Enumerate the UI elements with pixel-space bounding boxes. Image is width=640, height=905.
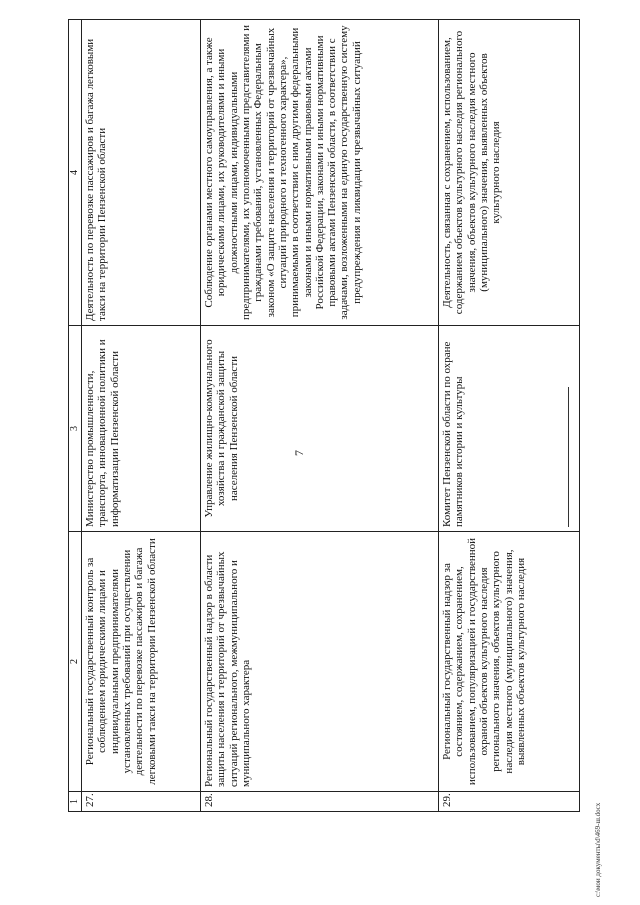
control-type-cell: Региональный государственный контроль за соблюдением юридическими лицами и индивидуальными предпринимателями установленных требований при осуществлении деятельности по перевозке пассажиров и багажа легковыми такси на территории Пензенской области xyxy=(82,532,201,792)
subject-cell: Деятельность, связанная с сохранением, использованием, содержанием объектов культурного наследия регионального значения, объектов культурного наследия местного (муниципального) значения, выявленных объектов культурного наследия xyxy=(439,20,580,326)
page-number: 7 xyxy=(292,450,306,456)
header-col-3: 3 xyxy=(69,326,82,532)
table-header-row xyxy=(69,20,82,812)
table-row xyxy=(439,20,580,812)
control-type-cell: Региональный государственный надзор в области защиты населения и территорий от чрезвычайных ситуаций регионального, межмуниципального и муниципального характера xyxy=(201,532,439,792)
table-row xyxy=(201,20,439,812)
header-col-4: 4 xyxy=(69,20,82,326)
authority-cell: Комитет Пензенской области по охране памятников истории и культуры xyxy=(439,326,580,532)
controls-table xyxy=(68,19,580,812)
subject-cell: Деятельность по перевозке пассажиров и багажа легковыми такси на территории Пензенской области xyxy=(82,20,201,326)
header-col-1: 1 xyxy=(69,792,82,812)
file-path-footer: c:\мои документы\d\469-ш.docx xyxy=(594,802,602,897)
row-number: 27. xyxy=(82,792,201,812)
table-row xyxy=(82,20,201,812)
authority-cell: Управление жилищно-коммунального хозяйства и гражданской защиты населения Пензенской области xyxy=(201,326,439,532)
authority-cell: Министерство промышленности, транспорта, инновационной политики и информатизации Пензенской области xyxy=(82,326,201,532)
subject-cell: Соблюдение органами местного самоуправления, а также юридическими лицами, их руководителями и иными должностными лицами, индивидуальными предпринимателями, их уполномоченными представителями и гражданами требований, установленных Федеральным законом «О защите населения и территорий от чрезвычайных ситуаций природного и техногенного характера», принимаемыми в соответствии с ним другими федеральными законами и иными нормативными правовыми актами Российской Федерации, законами и иными нормативными правовыми актами Пензенской области, в соответствии с задачами, возложенными на единую государственную систему предупреждения и ликвидации чрезвычайных ситуаций xyxy=(201,20,439,326)
header-col-2: 2 xyxy=(69,532,82,792)
footer-divider-line xyxy=(568,387,569,527)
row-number: 29. xyxy=(439,792,580,812)
row-number: 28. xyxy=(201,792,439,812)
control-type-cell: Региональный государственный надзор за состоянием, содержанием, сохранением, использованием, популяризацией и государственной охраной объектов культурного наследия регионального значения, объектов культурного наследия местного (муниципального) значения, выявленных объектов культурного наследия xyxy=(439,532,580,792)
